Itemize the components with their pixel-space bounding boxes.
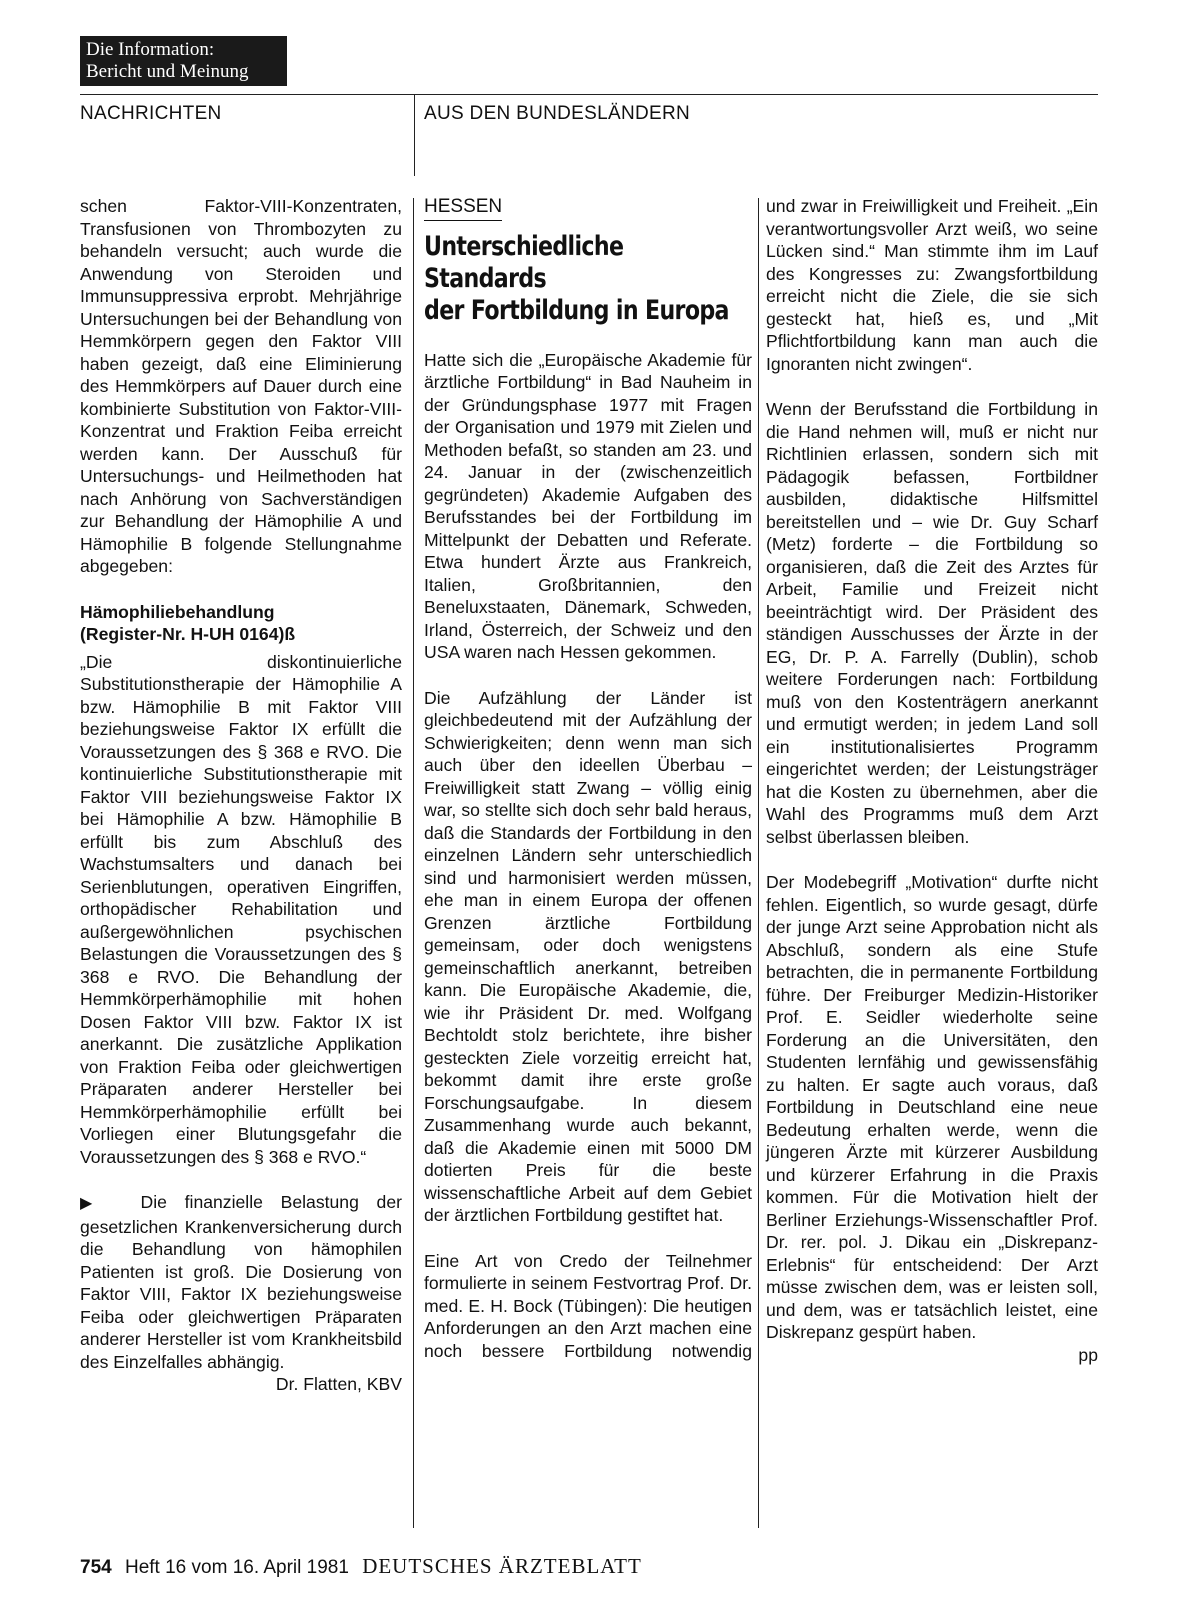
paragraph: schen Faktor-VIII-Konzentraten, Transfusionen von Thrombozyten zu behandeln versucht; auch wurde die Anwendung von Steroiden und Immunsuppressiva erprobt. Mehrjährige Untersuchungen bei der Behandlung von Hemmkörpern gegen den Faktor VIII haben gezeigt, daß eine Eliminierung des Hemmkörpers auf Dauer durch eine kombinierte Substitution von Faktor-VIII-Konzentrat und Fraktion Feiba erreicht werden kann. Der Ausschuß für Untersuchungs- und Heilmethoden hat nach Anhörung von Sachverständigen zur Behandlung der Hämophilie A und Hämophilie B folgende Stellungnahme abgegeben: [80,196,402,576]
column-divider-2 [758,198,759,1528]
subheading [80,601,402,645]
column-1 [80,195,402,1419]
rubric-line-2: Bericht und Meinung [86,61,249,82]
paragraph: und zwar in Freiwilligkeit und Freiheit. „Ein verantwortungsvoller Arzt weiß, wo seine Lücken sind.“ Man stimmte ihm im Lauf des Kongresses zu: Zwangsfortbildung erreicht nicht die Ziele, die sie sich gesteckt hat, hieß es, und „Mit Pflichtfortbildung kann man auch die Ignoranten nicht zwingen“. [766,196,1098,374]
headline-line-2: Standards [424,262,547,294]
column-divider-1 [413,198,414,1528]
issue-info: Heft 16 vom 16. April 1981 [124,1557,349,1578]
paragraph: Der Modebegriff „Motivation“ durfte nicht fehlen. Eigentlich, so wurde gesagt, dürfe der junge Arzt seine Approbation nicht als Abschluß, sondern als eine Stufe betrachten, die in permanente Fortbildung führe. Der Freiburger Medizin-Historiker Prof. E. Seidler wiederholte seine Forderung an die Universitäten, den Studenten lernfähig und gewissensfähig zu halten. Er sagte auch voraus, daß Fortbildung in Deutschland eine neue Bedeutung erhalten werde, wenn die jüngeren Ärzte mit kürzerer Ausbildung und kürzerer Erfahrung in die Praxis kommen. Für die Motivation hielt der Berliner Erziehungs-Wissenschaftler Prof. Dr. rer. pol. J. Dikau ein „Diskrepanz-Erlebnis“ für entscheidend: Der Arzt müsse zwischen dem, was er leisten soll, und dem, was er tatsächlich leistet, eine Diskrepanz gespürt haben. [766,872,1098,1342]
column-3 [766,195,1098,1366]
column-2 [424,195,752,1385]
section-label-left: NACHRICHTEN [80,103,222,124]
paragraph: Wenn der Berufsstand die Fortbildung in die Hand nehmen will, muß er nicht nur Richtlinien erlassen, sondern sich mit Pädagogik befassen, Fortbildner ausbilden, didaktische Hilfsmittel bereitstellen und – wie Dr. Guy Scharf (Metz) forderte – die Fortbildung so organisieren, daß die Zeit des Arztes für Arbeit, Familie und Freizeit nicht beeinträchtigt wird. Der Präsident des ständigen Ausschusses der Ärzte in der EG, Dr. P. A. Farrelly (Dublin), schob weitere Forderungen nach: Fortbildung muß von den Kostenträgern anerkannt und ermutigt werden; in jedem Land soll ein institutionalisiertes Programm eingerichtet werden; der Leistungsträger hat die Kosten zu übernehmen, aber die Wahl des Programms muß dem Arzt selbst überlassen bleiben. [766,399,1098,847]
section-label-right: AUS DEN BUNDESLÄNDERN [424,103,691,124]
subheading-line-1: Hämophiliebehandlung [80,601,275,622]
headline-wrap [424,231,752,349]
paragraph: Hatte sich die „Europäische Akademie für ärztliche Fortbildung“ in Bad Nauheim in der Gründungsphase 1977 mit Fragen der Organisation und 1979 mit Zielen und Methoden befaßt, so standen am 23. und 24. Januar in der (zwischenzeitlich gegründeten) Akademie Aufgaben des Berufsstandes bei der Fortbildung im Mittelpunkt der Debatten und Referate. Etwa hundert Ärzte aus Frankreich, Italien, Großbritannien, den Beneluxstaaten, Dänemark, Schweden, Irland, Österreich, der Schweiz und den USA waren nach Hessen gekommen. [424,349,752,662]
signature: Dr. Flatten, KBV [275,1374,402,1394]
region-kicker: HESSEN [424,196,502,221]
paragraph: Eine Art von Credo der Teilnehmer formulierte in seinem Festvortrag Prof. Dr. med. E. H. Bock (Tübingen): Die heutigen Anforderungen an den Arzt machen eine noch bessere Fortbildung notwendig [424,1250,752,1361]
author-line [766,1344,1098,1367]
rubric-line-1: Die Information: [86,39,215,60]
triangle-arrow-icon: ▶ [80,1195,106,1212]
journal-name: DEUTSCHES ÄRZTEBLATT [362,1554,642,1578]
article-headline [424,231,752,327]
paragraph-text: Die finanzielle Belastung der gesetzlichen Krankenversicherung durch die Behandlung von hämophilen Patienten ist groß. Die Dosierung von Faktor VIII, Faktor IX beziehungsweise Feiba oder gleichwertigen Präparaten anderer Hersteller ist vom Krankheitsbild des Einzelfalles abhängig. [80,1192,402,1372]
page-footer [80,1554,642,1579]
subheading-line-2: (Register-Nr. H-UH 0164)ß [80,623,296,644]
quote-paragraph: „Die diskontinuierliche Substitutionstherapie der Hämophilie A bzw. Hämophilie B mit Faktor VIII beziehungsweise Faktor IX erfüllt die Voraussetzungen des § 368 e RVO. Die kontinuierliche Substitutionstherapie mit Faktor VIII beziehungsweise Faktor IX bei Hämophilie A bzw. Hämophilie B erfüllt bis zum Abschluß des Wachstumsalters und danach bei Serienblutungen, operativen Eingriffen, orthopädischer Rehabilitation und außergewöhnlichen psychischen Belastungen die Voraussetzungen des § 368 e RVO. Die Behandlung der Hemmkörperhämophilie mit hohen Dosen Faktor VIII bzw. Faktor IX ist anerkannt. Die zusätzliche Applikation von Fraktion Feiba oder gleichwertigen Präparaten anderer Hersteller bei Hemmkörperhämophilie erfüllt bei Vorliegen einer Blutungsgefahr die Voraussetzungen des § 368 e RVO.“ [80,651,402,1167]
headline-line-3: der Fortbildung in Europa [424,294,729,326]
paragraph [80,1191,402,1373]
paragraph: Die Aufzählung der Länder ist gleichbedeutend mit der Aufzählung der Schwierigkeiten; denn wenn man sich auch über den ideellen Überbau – Freiwilligkeit statt Zwang – völlig einig war, so stellte sich doch sehr bald heraus, daß die Standards der Fortbildung in den einzelnen Ländern sehr unterschiedlich sind und harmonisiert werden müssen, ehe man in einem Europa der offenen Grenzen ärztliche Fortbildung gemeinsam, oder doch wenigstens gemeinschaftlich anerkannt, betreiben kann. Die Europäische Akademie, die, wie ihr Präsident Dr. med. Wolfgang Bechtoldt stolz berichtete, ihre bisher gesteckten Ziele vorzeitig erreicht hat, bekommt damit ihre erste große Forschungsaufgabe. In diesem Zusammenhang wurde auch bekannt, daß die Akademie einen mit 5000 DM dotierten Preis für die beste wissenschaftliche Arbeit auf dem Gebiet der ärztlichen Fortbildung gestiftet hat. [424,687,752,1225]
header-divider [414,94,415,176]
author-initials: pp [1078,1344,1098,1365]
rubric-badge [80,36,287,86]
headline-line-1: Unterschiedliche [424,230,624,262]
header-rule [80,94,1098,95]
page-number: 754 [80,1557,112,1578]
